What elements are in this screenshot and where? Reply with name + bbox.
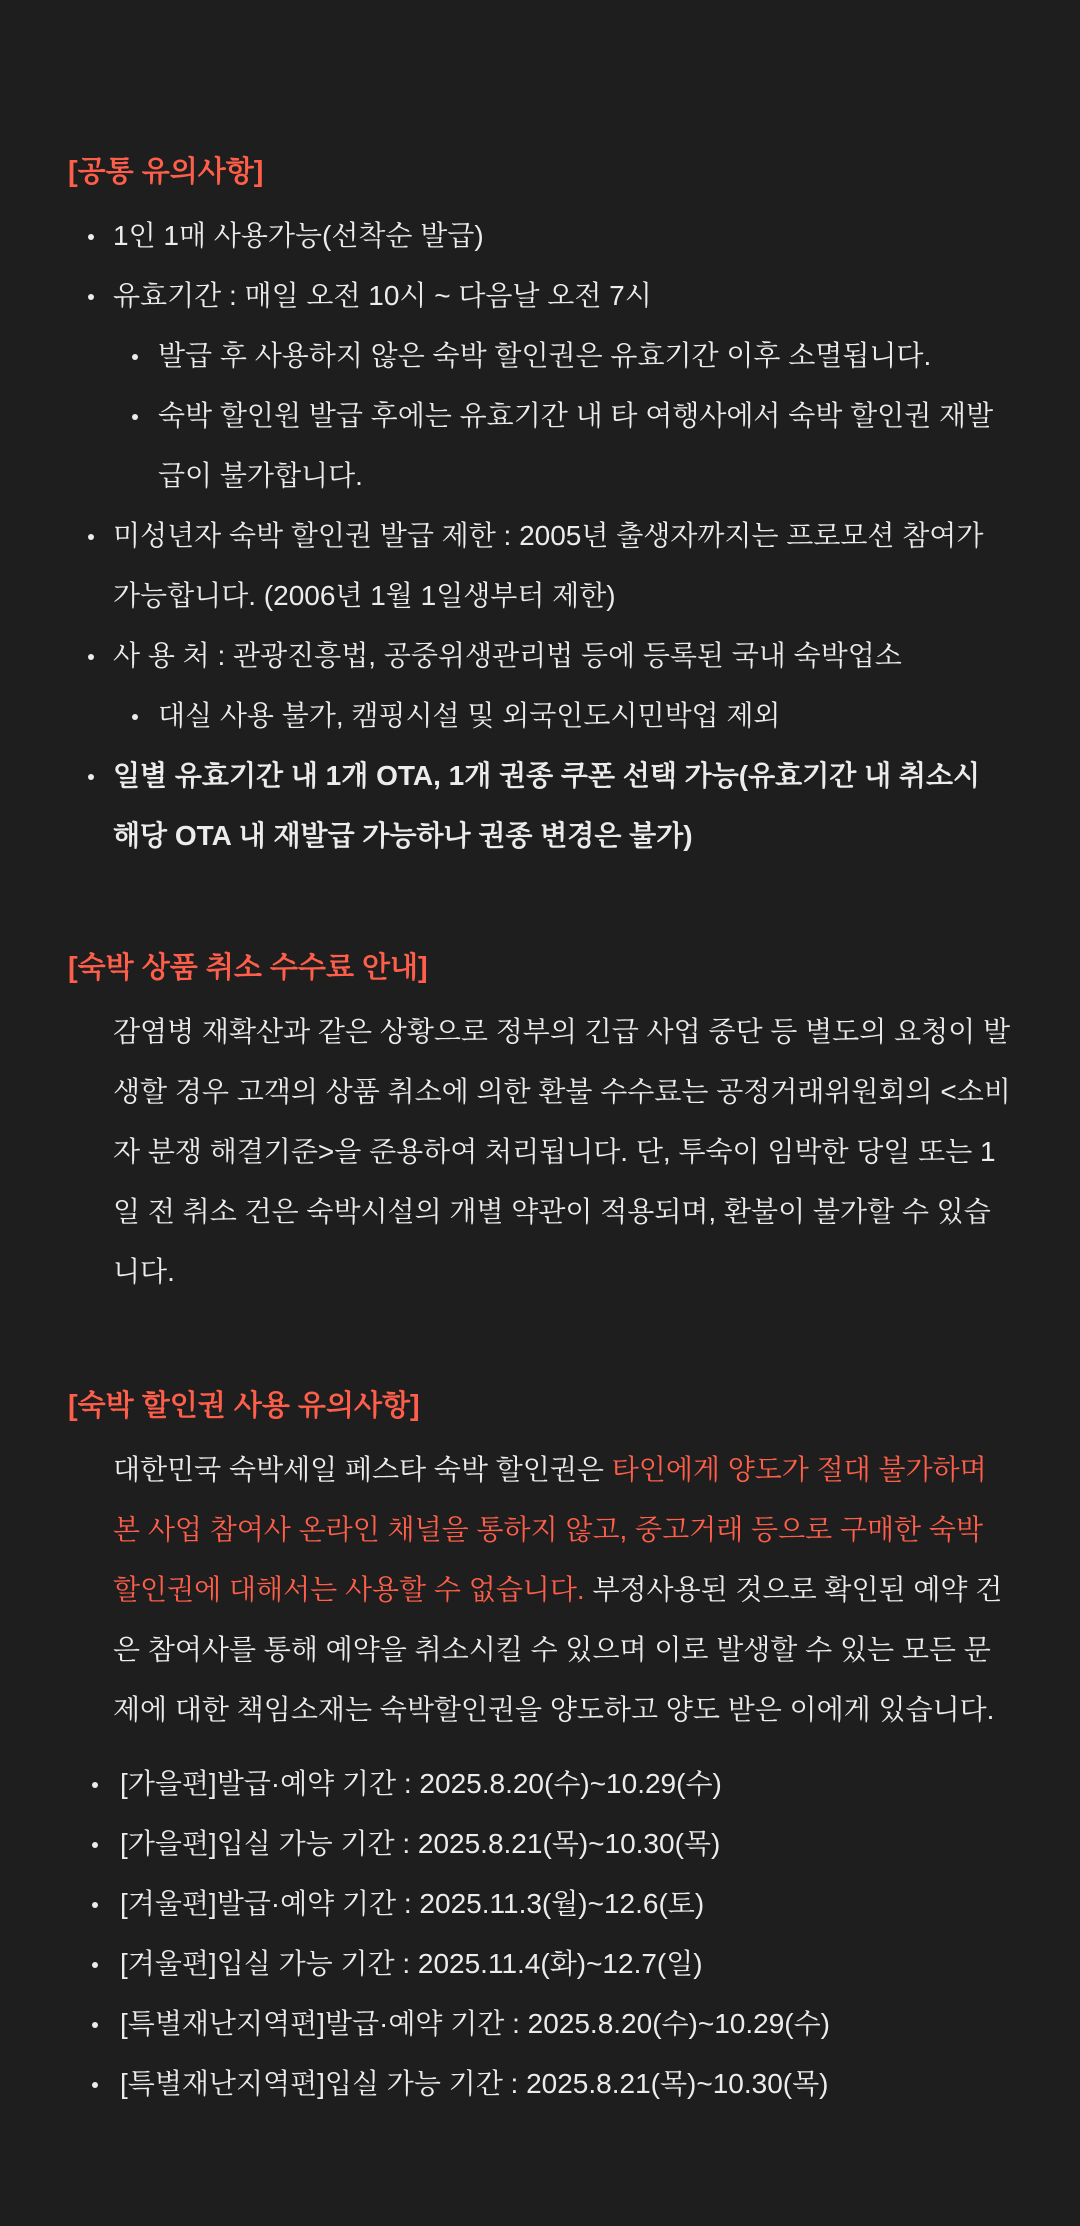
- list-item: 유효기간 : 매일 오전 10시 ~ 다음날 오전 7시: [68, 266, 1012, 326]
- common-notes-title: [공통 유의사항]: [68, 156, 264, 188]
- usage-notes-title: [숙박 할인권 사용 유의사항]: [68, 1390, 420, 1422]
- usage-lead-text: 대한민국 숙박세일 페스타 숙박 할인권은: [113, 1454, 612, 1485]
- list-item: 1인 1매 사용가능(선착순 발급): [68, 206, 1012, 266]
- period-list: [68, 1754, 1012, 2114]
- common-notes-list: [68, 206, 1012, 866]
- list-item: 사 용 처 : 관광진흥법, 공중위생관리법 등에 등록된 국내 숙박업소: [68, 626, 1012, 686]
- usage-notes-paragraph: [68, 1440, 1012, 1740]
- period-item: [특별재난지역편]발급·예약 기간 : 2025.8.20(수)~10.29(수): [68, 1994, 1012, 2054]
- cancel-fee-paragraph: 감염병 재확산과 같은 상황으로 정부의 긴급 사업 중단 등 별도의 요청이 발생할 경우 고객의 상품 취소에 의한 환불 수수료는 공정거래위원회의 <소비자 분쟁 해결기준>을 준용하여 처리됩니다. 단, 투숙이 임박한 당일 또는 1일 전 취소 건은 숙박시설의 개별 약관이 적용되며, 환불이 불가할 수 있습니다.: [113, 1016, 1011, 1287]
- sub-list-item: 발급 후 사용하지 않은 숙박 할인권은 유효기간 이후 소멸됩니다.: [68, 326, 1012, 386]
- period-item: [겨울편]입실 가능 기간 : 2025.11.4(화)~12.7(일): [68, 1934, 1012, 1994]
- sub-list-item: 숙박 할인원 발급 후에는 유효기간 내 타 여행사에서 숙박 할인권 재발급이 불가합니다.: [68, 386, 1012, 506]
- list-item-emphasis: 일별 유효기간 내 1개 OTA, 1개 권종 쿠폰 선택 가능(유효기간 내 취소시 해당 OTA 내 재발급 가능하나 권종 변경은 불가): [68, 746, 1012, 866]
- period-item: [특별재난지역편]입실 가능 기간 : 2025.8.21(목)~10.30(목): [68, 2054, 1012, 2114]
- period-item: [가을편]입실 가능 기간 : 2025.8.21(목)~10.30(목): [68, 1814, 1012, 1874]
- period-item: [겨울편]발급·예약 기간 : 2025.11.3(월)~12.6(토): [68, 1874, 1012, 1934]
- cancel-fee-title: [숙박 상품 취소 수수료 안내]: [68, 952, 428, 984]
- period-item: [가을편]발급·예약 기간 : 2025.8.20(수)~10.29(수): [68, 1754, 1012, 1814]
- sub-list-item: 대실 사용 불가, 캠핑시설 및 외국인도시민박업 제외: [68, 686, 1012, 746]
- usage-warning-text: 타인에게 양도가 절대 불가하며 본 사업 참여사 온라인 채널을 통하지 않고, 중고거래 등으로 구매한 숙박 할인권에 대해서는 사용할 수 없습니다.: [113, 1454, 987, 1605]
- usage-tail-text: 부정사용된 것으로 확인된 예약 건은 참여사를 통해 예약을 취소시킬 수 있으며 이로 발생할 수 있는 모든 문제에 대한 책임소재는 숙박할인권을 양도하고 양도 받은 이에게 있습니다.: [113, 1574, 1003, 1725]
- list-item: 미성년자 숙박 할인권 발급 제한 : 2005년 출생자까지는 프로모션 참여가 가능합니다. (2006년 1월 1일생부터 제한): [68, 506, 1012, 626]
